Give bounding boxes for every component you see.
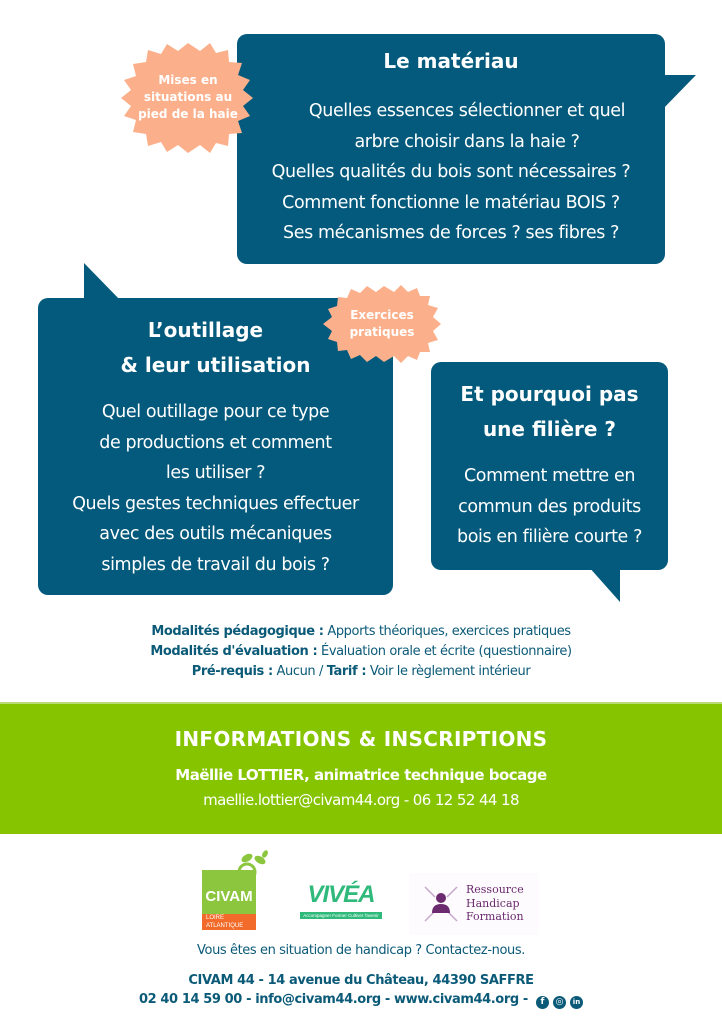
footer-contact-links[interactable]: 02 40 14 59 00 - info@civam44.org - www.civam44.org - (139, 992, 532, 1007)
civam-sub-line: LOIRE (206, 915, 225, 921)
bubble-line: Comment fonctionne le matériau BOIS ? (282, 192, 620, 213)
label: Modalités d'évaluation : (150, 644, 318, 659)
label: Tarif : (326, 664, 367, 679)
bubble-title: Et pourquoi pas (460, 382, 639, 406)
civam-logo (200, 850, 270, 932)
ressource-handicap-logo (409, 873, 539, 935)
rhf-text (466, 883, 524, 924)
bubble-line: commun des produits (458, 496, 641, 517)
vivea-logo (300, 880, 382, 926)
civam-name: CIVAM (202, 870, 256, 916)
bubble-line: Quels gestes techniques effectuer (72, 493, 359, 514)
bubble-line: Comment mettre en (463, 466, 636, 486)
label: Modalités pédagogique : (151, 624, 324, 639)
bubble-title: L’outillage (147, 318, 264, 342)
badge-line: pratiques (349, 325, 415, 339)
footer-address: CIVAM 44 - 14 avenue du Château, 44390 SAFFRE (188, 973, 534, 988)
badge-text-1 (124, 72, 252, 123)
facebook-icon[interactable]: f (536, 996, 549, 1009)
badge-line: situations au (143, 90, 233, 104)
label: Pré-requis : (191, 664, 273, 679)
value: Voir le règlement intérieur (366, 664, 531, 679)
info-title: INFORMATIONS & INSCRIPTIONS (174, 727, 548, 751)
rhf-line: Ressource (466, 883, 524, 896)
badge-line: Exercices (350, 308, 414, 322)
modalites-evaluation (0, 642, 722, 662)
vivea-name: VIVÉA (307, 881, 375, 908)
civam-sub (202, 914, 256, 930)
bubble-line: arbre choisir dans la haie ? (354, 131, 580, 152)
vivea-tagline: Accompagner Former Cultiver l'avenir (300, 912, 382, 919)
bubble-filiere (431, 377, 668, 553)
instagram-icon[interactable]: ◎ (553, 996, 566, 1009)
bubble-materiau (237, 46, 665, 249)
bubble-title: une filière ? (482, 417, 617, 441)
rhf-line: Handicap (466, 896, 520, 910)
footer-contact (0, 992, 722, 1009)
badge-line: Mises en (158, 73, 218, 87)
prerequis-tarif (0, 662, 722, 682)
bubble-line: avec des outils mécaniques (99, 524, 332, 544)
value: Évaluation orale et écrite (questionnaire) (317, 644, 572, 659)
bubble-line: bois en filière courte ? (457, 527, 642, 547)
info-band (0, 702, 722, 834)
bubble-title: Le matériau (383, 49, 519, 73)
value: Apports théoriques, exercices pratiques (323, 624, 571, 639)
bubble-line: Quel outillage pour ce type (101, 402, 330, 422)
bubble-outillage (38, 313, 393, 580)
bubble-line: Quelles qualités du bois sont nécessaires ? (271, 162, 631, 182)
value: Aucun / (272, 664, 327, 679)
bubble-line: simples de travail du bois ? (101, 554, 330, 575)
handicap-arrows-person-icon (421, 881, 471, 931)
info-contact-name: Maëllie LOTTIER, animatrice technique bocage (175, 766, 547, 784)
rhf-line: Formation (466, 910, 524, 923)
bubble-line: les utiliser ? (165, 463, 266, 483)
linkedin-icon[interactable]: in (570, 996, 583, 1009)
info-contact-details[interactable]: maellie.lottier@civam44.org - 06 12 52 44 18 (203, 791, 519, 809)
civam-sub-line: ATLANTIQUE (206, 923, 244, 929)
bubble-line: Quelles essences sélectionner et quel (308, 101, 626, 121)
bubble-line: de productions et comment (99, 432, 332, 453)
badge-line: pied de la haie (138, 107, 238, 121)
handicap-notice: Vous êtes en situation de handicap ? Contactez-nous. (197, 943, 525, 958)
bubble-title: & leur utilisation (120, 353, 311, 377)
bubble-line: Ses mécanismes de forces ? ses fibres ? (283, 223, 619, 243)
badge-text-2 (326, 307, 438, 341)
modalites-pedagogique (0, 622, 722, 642)
